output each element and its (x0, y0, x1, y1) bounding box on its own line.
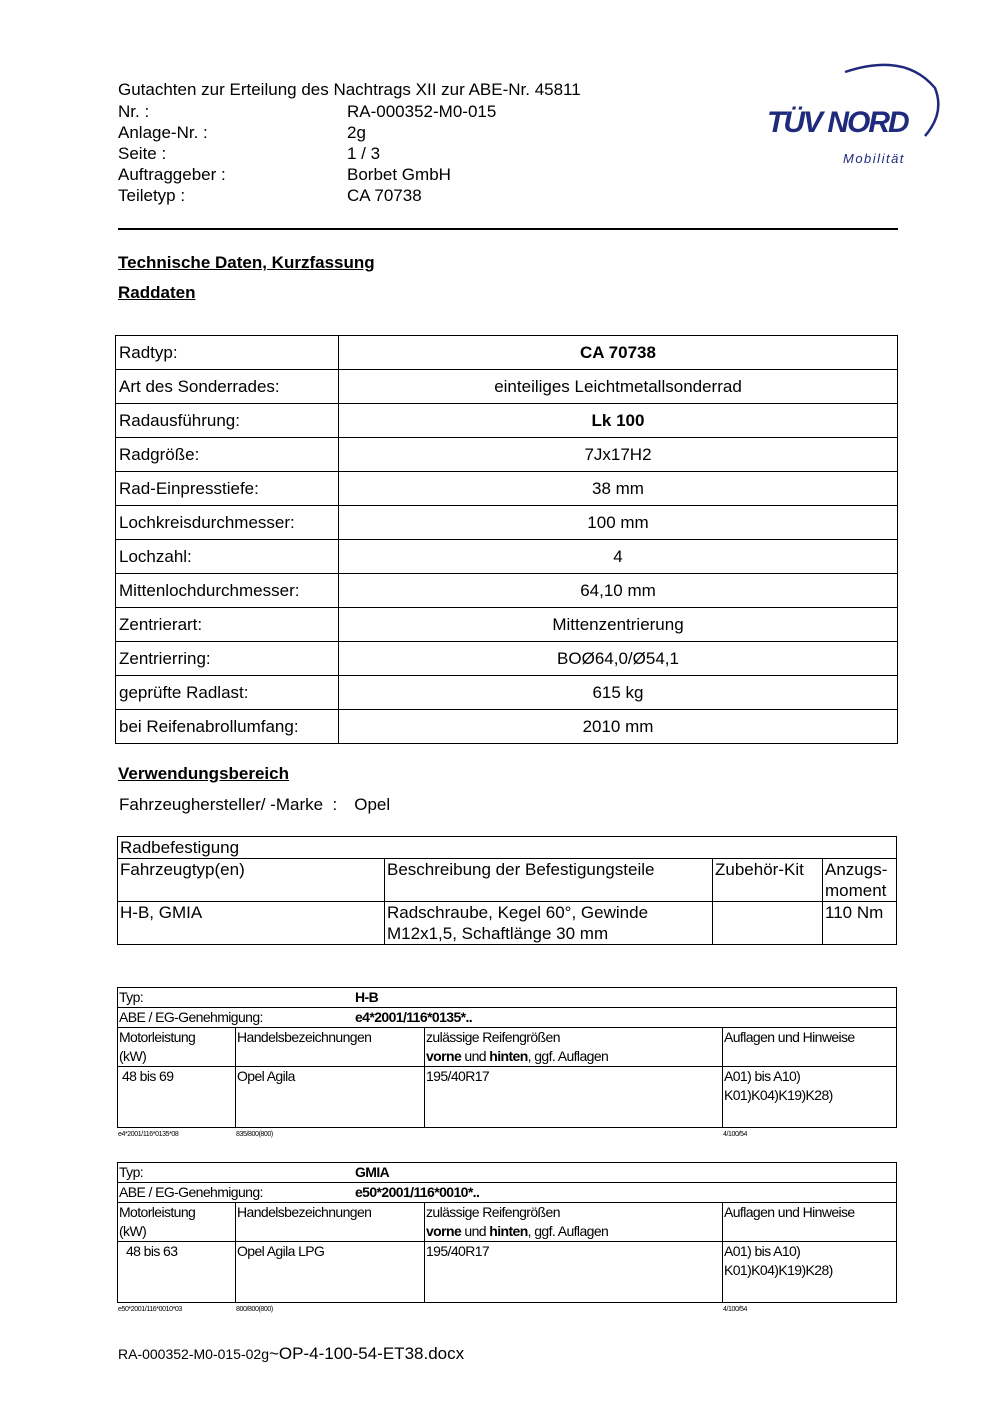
header-text: , ggf. Auflagen (527, 1048, 609, 1064)
table-row (118, 1008, 897, 1028)
cell-name: Opel Agila (236, 1067, 425, 1128)
footnote-approval: e4*2001/116*0135*08 (118, 1131, 179, 1138)
col-header: Handelsbezeichnungen (236, 1203, 425, 1242)
header-label: Auftraggeber : (118, 165, 226, 184)
section-raddaten-title: Raddaten (118, 283, 196, 302)
header-line: (kW) (119, 1048, 147, 1064)
header-line: zulässige Reifengrößen (426, 1204, 560, 1220)
abe-value: e50*2001/116*0010*.. (355, 1184, 480, 1200)
abe-label: ABE / EG-Genehmigung: (119, 1184, 263, 1200)
tuev-nord-logo (765, 58, 940, 173)
table-row (116, 472, 898, 506)
row-value: einteiliges Leichtmetallsonderrad (339, 370, 898, 404)
cell-auflagen (723, 1067, 897, 1128)
table-row (118, 1067, 897, 1128)
row-label: Radgröße: (116, 438, 339, 472)
header-bold: vorne (426, 1048, 462, 1064)
logo-sub: Mobilität (843, 151, 905, 166)
typ-value: GMIA (355, 1164, 390, 1180)
row-label: Art des Sonderrades: (116, 370, 339, 404)
cell-tire: 195/40R17 (425, 1067, 723, 1128)
footer-big: ~OP-4-100-54-ET38.docx (268, 1344, 465, 1363)
table-row (118, 988, 897, 1008)
table-row (118, 902, 897, 945)
typ-label: Typ: (119, 1164, 144, 1180)
abe-value: e4*2001/116*0135*.. (355, 1009, 473, 1025)
hersteller-line (119, 795, 390, 815)
footnote-code: 835/800(800) (236, 1131, 273, 1138)
header-line (426, 1222, 721, 1241)
table-row (116, 574, 898, 608)
row-label: Lochzahl: (116, 540, 339, 574)
table-row (116, 642, 898, 676)
row-value: 4 (339, 540, 898, 574)
table-row (116, 370, 898, 404)
typ-row (118, 988, 897, 1008)
row-value: 38 mm (339, 472, 898, 506)
row-value: 2010 mm (339, 710, 898, 744)
row-value: Lk 100 (339, 404, 898, 438)
befestigung-title: Radbefestigung (118, 837, 897, 859)
header-row-auftraggeber (118, 164, 451, 185)
document-title: Gutachten zur Erteilung des Nachtrags XII zur ABE-Nr. 45811 (118, 80, 581, 99)
typ-value: H-B (355, 989, 379, 1005)
header-row-nr (118, 101, 496, 122)
table-row (116, 336, 898, 370)
row-label: bei Reifenabrollumfang: (116, 710, 339, 744)
header-label: Nr. : (118, 102, 150, 121)
header-value: 1 / 3 (347, 144, 381, 163)
table-row (116, 710, 898, 744)
auflagen-line: K01)K04)K19)K28) (724, 1087, 833, 1103)
row-label: Radausführung: (116, 404, 339, 438)
header-label: Teiletyp : (118, 186, 186, 205)
header-divider (118, 228, 898, 230)
row-label: Rad-Einpresstiefe: (116, 472, 339, 506)
col-header-line: Anzugs- (825, 860, 888, 879)
header-row-seite (118, 143, 380, 164)
header-bold: vorne (426, 1223, 462, 1239)
footnote-code: 800/800(800) (236, 1306, 273, 1313)
row-value: CA 70738 (339, 336, 898, 370)
col-header: Beschreibung der Befestigungsteile (385, 859, 713, 902)
abe-row (118, 1008, 897, 1028)
type-table-gmia (117, 1162, 897, 1303)
abe-label: ABE / EG-Genehmigung: (119, 1009, 263, 1025)
row-label: Lochkreisdurchmesser: (116, 506, 339, 540)
table-row (116, 506, 898, 540)
row-label: geprüfte Radlast: (116, 676, 339, 710)
typ-label: Typ: (119, 989, 144, 1005)
raddaten-table (115, 335, 898, 744)
header-row-anlage (118, 122, 366, 143)
cell-tire: 195/40R17 (425, 1242, 723, 1303)
desc-line: M12x1,5, Schaftlänge 30 mm (387, 924, 609, 943)
header-value: 2g (347, 123, 366, 142)
table-row (116, 438, 898, 472)
row-value: BOØ64,0/Ø54,1 (339, 642, 898, 676)
col-header (118, 1028, 236, 1067)
col-header (425, 1028, 723, 1067)
row-label: Radtyp: (116, 336, 339, 370)
header-value: CA 70738 (347, 186, 422, 205)
header-line (426, 1047, 721, 1066)
table-row (116, 608, 898, 642)
header-bold: hinten (489, 1223, 528, 1239)
header-text: und (461, 1048, 490, 1064)
logo-brand: TÜV NORD (767, 106, 908, 139)
table-row (116, 404, 898, 438)
footnote-lk: 4/100/54 (723, 1131, 748, 1138)
cell-auflagen (723, 1242, 897, 1303)
col-header (823, 859, 897, 902)
col-header-line: moment (825, 881, 887, 900)
table-row (118, 859, 897, 902)
row-value: 615 kg (339, 676, 898, 710)
header-line: (kW) (119, 1223, 147, 1239)
table-row (118, 1183, 897, 1203)
header-label: Seite : (118, 144, 167, 163)
row-label: Mittenlochdurchmesser: (116, 574, 339, 608)
row-value: 64,10 mm (339, 574, 898, 608)
auflagen-line: A01) bis A10) (724, 1068, 801, 1084)
header-line: zulässige Reifengrößen (426, 1029, 560, 1045)
table-row (118, 837, 897, 859)
cell-kw: 48 bis 63 (118, 1242, 236, 1303)
auflagen-line: A01) bis A10) (724, 1243, 801, 1259)
row-value: 7Jx17H2 (339, 438, 898, 472)
col-header (118, 1203, 236, 1242)
row-label: Zentrierring: (116, 642, 339, 676)
table-row (118, 1203, 897, 1242)
typ-row (118, 1163, 897, 1183)
table-row (116, 540, 898, 574)
abe-row (118, 1183, 897, 1203)
auflagen-line: K01)K04)K19)K28) (724, 1262, 833, 1278)
header-text: , ggf. Auflagen (527, 1223, 609, 1239)
footnote-lk: 4/100/54 (723, 1306, 748, 1313)
table-row (118, 1028, 897, 1067)
col-header: Handelsbezeichnungen (236, 1028, 425, 1067)
hersteller-label: Fahrzeughersteller/ -Marke : (119, 795, 338, 814)
row-label: Zentrierart: (116, 608, 339, 642)
befestigung-table (117, 836, 897, 945)
cell-typ: H-B, GMIA (118, 902, 385, 945)
table-row (118, 1163, 897, 1183)
col-header: Auflagen und Hinweise (723, 1203, 897, 1242)
table-row (118, 1242, 897, 1303)
cell-name: Opel Agila LPG (236, 1242, 425, 1303)
col-header (425, 1203, 723, 1242)
footnote-approval: e50*2001/116*0010*03 (118, 1306, 182, 1313)
header-line: Motorleistung (119, 1204, 196, 1220)
cell-moment: 110 Nm (823, 902, 897, 945)
header-text: und (461, 1223, 490, 1239)
col-header: Fahrzeugtyp(en) (118, 859, 385, 902)
hersteller-value: Opel (354, 795, 391, 814)
header-value: Borbet GmbH (347, 165, 451, 184)
cell-kit (713, 902, 823, 945)
header-value: RA-000352-M0-015 (347, 102, 497, 121)
desc-line: Radschraube, Kegel 60°, Gewinde (387, 903, 649, 922)
row-value: 100 mm (339, 506, 898, 540)
row-value: Mittenzentrierung (339, 608, 898, 642)
footer-filename (118, 1344, 464, 1364)
col-header: Auflagen und Hinweise (723, 1028, 897, 1067)
col-header: Zubehör-Kit (713, 859, 823, 902)
table-row (116, 676, 898, 710)
header-label: Anlage-Nr. : (118, 123, 208, 142)
section-tech-title: Technische Daten, Kurzfassung (118, 253, 375, 272)
type-table-hb (117, 987, 897, 1128)
footer-small: RA-000352-M0-015-02g (118, 1346, 269, 1362)
header-row-teiletyp (118, 185, 422, 206)
cell-desc (385, 902, 713, 945)
header-line: Motorleistung (119, 1029, 196, 1045)
cell-kw: 48 bis 69 (118, 1067, 236, 1128)
header-bold: hinten (489, 1048, 528, 1064)
section-verwendung-title: Verwendungsbereich (118, 764, 289, 783)
